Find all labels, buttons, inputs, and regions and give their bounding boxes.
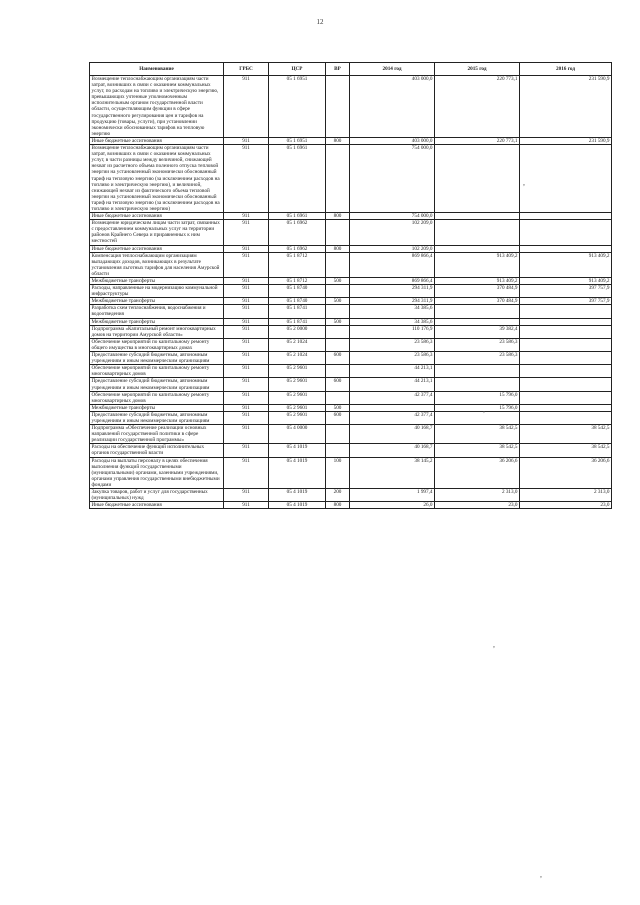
row-2015	[435, 245, 520, 252]
table-row	[90, 245, 612, 252]
row-2016	[520, 318, 612, 325]
row-grbs: 911	[224, 457, 269, 488]
row-csr: 05 2 9601	[269, 411, 326, 424]
scan-mark: ,	[493, 640, 495, 649]
table-row	[90, 391, 612, 404]
table-row	[90, 411, 612, 424]
row-vr	[326, 391, 350, 404]
row-2014	[350, 404, 435, 411]
row-name: Иные бюджетные ассигнования	[90, 245, 224, 252]
row-vr	[326, 325, 350, 338]
row-csr: 05 2 9601	[269, 365, 326, 378]
table-row	[90, 318, 612, 325]
row-grbs: 911	[224, 318, 269, 325]
row-vr: 800	[326, 137, 350, 144]
row-csr: 05 1 8740	[269, 285, 326, 298]
row-csr: 05 4 1019	[269, 444, 326, 457]
row-name: Подпрограмма «Капитальный ремонт многоквартирных домов на территории Амурской области»	[90, 325, 224, 338]
row-2014: 34 385,6	[350, 305, 435, 318]
row-csr: 05 2 1024	[269, 338, 326, 351]
row-2014: 42 377,4	[350, 391, 435, 404]
row-grbs: 911	[224, 245, 269, 252]
row-grbs: 911	[224, 502, 269, 509]
row-2015	[435, 213, 520, 220]
row-name: Возмещение теплоснабжающим организациям части затрат, возникших в связи с оказанием коммунальных услуг, по расходам на топливо и электрическую энергию, превышающих учтенные уполномоченным исполнительным органом государственной власти области, осуществляющим функции в сфере государственного регулирования цен и тарифов на продукцию (товары, услуги), при установлении экономически обоснованных тарифов на тепловую энергию	[90, 76, 224, 138]
row-name: Межбюджетные трансферты	[90, 404, 224, 411]
row-2016	[520, 378, 612, 391]
table-row	[90, 365, 612, 378]
table-header-row	[90, 63, 612, 76]
row-name: Межбюджетные трансферты	[90, 278, 224, 285]
row-vr	[326, 220, 350, 245]
row-2014: 44 213,1	[350, 378, 435, 391]
row-grbs: 911	[224, 444, 269, 457]
row-2015	[435, 378, 520, 391]
row-2014: 34 385,6	[350, 318, 435, 325]
row-grbs: 911	[224, 425, 269, 444]
row-2014: 26,0	[350, 502, 435, 509]
scan-mark: ,	[523, 178, 525, 187]
row-csr: 05 1 8741	[269, 318, 326, 325]
row-csr: 05 1 8741	[269, 305, 326, 318]
row-csr: 05 4 1019	[269, 489, 326, 502]
row-vr: 100	[326, 457, 350, 488]
row-2015: 370 484,9	[435, 285, 520, 298]
row-vr	[326, 285, 350, 298]
row-2014: 403 000,0	[350, 137, 435, 144]
row-2016: 23,0	[520, 502, 612, 509]
row-2016: 913 409,2	[520, 278, 612, 285]
row-2015: 38 542,5	[435, 444, 520, 457]
row-2015: 23 586,3	[435, 352, 520, 365]
row-2014: 754 000,0	[350, 145, 435, 213]
row-2014: 42 377,4	[350, 411, 435, 424]
row-2015: 2 313,0	[435, 489, 520, 502]
row-2016: 38 542,5	[520, 444, 612, 457]
row-2015: 220 773,1	[435, 137, 520, 144]
row-csr: 05 2 9601	[269, 404, 326, 411]
row-grbs: 911	[224, 213, 269, 220]
row-vr: 600	[326, 411, 350, 424]
row-vr: 500	[326, 318, 350, 325]
row-grbs: 911	[224, 145, 269, 213]
table-row	[90, 145, 612, 213]
row-name: Обеспечение мероприятий по капитальному ремонту многоквартирных домов	[90, 391, 224, 404]
row-vr	[326, 338, 350, 351]
row-grbs: 911	[224, 391, 269, 404]
row-grbs: 911	[224, 76, 269, 138]
row-2016	[520, 338, 612, 351]
row-csr: 05 1 8740	[269, 298, 326, 305]
table-row	[90, 220, 612, 245]
table-body	[90, 76, 612, 509]
row-vr	[326, 365, 350, 378]
row-vr: 200	[326, 489, 350, 502]
table-row	[90, 404, 612, 411]
row-2014: 102 209,0	[350, 220, 435, 245]
row-grbs: 911	[224, 378, 269, 391]
row-name: Предоставление субсидий бюджетным, автономным учреждениям и иным некоммерческим организациям	[90, 378, 224, 391]
table-row	[90, 425, 612, 444]
row-2016: 913 409,2	[520, 252, 612, 277]
row-2015: 39 382,4	[435, 325, 520, 338]
row-csr: 05 1 6962	[269, 220, 326, 245]
header-csr: ЦСР	[269, 63, 326, 76]
row-2016	[520, 391, 612, 404]
row-vr: 600	[326, 352, 350, 365]
table-row	[90, 457, 612, 488]
header-vr: ВР	[326, 63, 350, 76]
row-csr: 05 1 6951	[269, 137, 326, 144]
row-grbs: 911	[224, 325, 269, 338]
row-csr: 05 2 9601	[269, 391, 326, 404]
row-name: Предоставление субсидий бюджетным, автономным учреждениям и иным некоммерческим организациям	[90, 352, 224, 365]
table-row	[90, 489, 612, 502]
row-2016: 397 757,9	[520, 285, 612, 298]
row-name: Расходы на обеспечение функций исполнительных органов государственной власти	[90, 444, 224, 457]
row-csr: 05 1 6951	[269, 76, 326, 138]
row-csr: 05 1 6961	[269, 213, 326, 220]
row-2015	[435, 318, 520, 325]
row-vr: 800	[326, 245, 350, 252]
row-grbs: 911	[224, 305, 269, 318]
row-name: Иные бюджетные ассигнования	[90, 137, 224, 144]
row-2014: 403 000,0	[350, 76, 435, 138]
row-2014: 869 866,4	[350, 278, 435, 285]
row-2014: 294 311,9	[350, 285, 435, 298]
row-2016: 231 590,9	[520, 76, 612, 138]
row-name: Закупка товаров, работ и услуг для государственных (муниципальных) нужд	[90, 489, 224, 502]
row-2015: 370 484,9	[435, 298, 520, 305]
table-row	[90, 285, 612, 298]
row-grbs: 911	[224, 285, 269, 298]
row-2015	[435, 411, 520, 424]
row-vr: 800	[326, 502, 350, 509]
row-vr: 500	[326, 404, 350, 411]
row-csr: 05 4 1019	[269, 457, 326, 488]
row-2014: 102 209,0	[350, 245, 435, 252]
header-2015: 2015 год	[435, 63, 520, 76]
table-row	[90, 252, 612, 277]
page-number: 12	[316, 18, 324, 26]
row-2015: 15 796,0	[435, 391, 520, 404]
row-name: Иные бюджетные ассигнования	[90, 502, 224, 509]
row-2015	[435, 305, 520, 318]
table-row	[90, 305, 612, 318]
row-name: Иные бюджетные ассигнования	[90, 213, 224, 220]
header-2014: 2014 год	[350, 63, 435, 76]
row-name: Компенсация теплоснабжающим организациям выпадающих доходов, возникающих в результате установления льготных тарифов для населения Амурской области	[90, 252, 224, 277]
row-2014: 869 866,4	[350, 252, 435, 277]
row-name: Расходы на выплаты персоналу в целях обеспечения выполнения функций государственными (муниципальными) органами, казенными учреждениями, органами управления государственными внебюджетными фондами	[90, 457, 224, 488]
row-2015: 23,0	[435, 502, 520, 509]
row-2014: 40 168,7	[350, 444, 435, 457]
row-2014: 294 311,9	[350, 298, 435, 305]
row-2015	[435, 365, 520, 378]
row-2016	[520, 325, 612, 338]
row-grbs: 911	[224, 338, 269, 351]
row-grbs: 911	[224, 352, 269, 365]
table-row	[90, 278, 612, 285]
header-grbs: ГРБС	[224, 63, 269, 76]
row-name: Расходы, направленные на модернизацию коммунальной инфраструктуры	[90, 285, 224, 298]
table-row	[90, 298, 612, 305]
table-row	[90, 378, 612, 391]
row-2016	[520, 220, 612, 245]
row-csr: 05 2 1024	[269, 352, 326, 365]
table-row	[90, 325, 612, 338]
row-grbs: 911	[224, 411, 269, 424]
row-vr: 500	[326, 298, 350, 305]
row-grbs: 911	[224, 137, 269, 144]
row-name: Подпрограмма «Обеспечение реализации основных направлений государственной политики в сфере реализации государственной программы»	[90, 425, 224, 444]
table-row	[90, 444, 612, 457]
row-2014: 44 213,1	[350, 365, 435, 378]
row-vr: 800	[326, 213, 350, 220]
table-row	[90, 137, 612, 144]
row-grbs: 911	[224, 365, 269, 378]
row-name: Разработка схем теплоснабжения, водоснабжения и водоотведения	[90, 305, 224, 318]
table-row	[90, 338, 612, 351]
row-grbs: 911	[224, 298, 269, 305]
row-2014: 1 997,4	[350, 489, 435, 502]
row-csr: 05 4 1019	[269, 502, 326, 509]
row-grbs: 911	[224, 252, 269, 277]
header-2016: 2016 год	[520, 63, 612, 76]
row-csr: 05 2 0000	[269, 325, 326, 338]
table-row	[90, 76, 612, 138]
row-2016: 231 590,9	[520, 137, 612, 144]
row-name: Обеспечение мероприятий по капитальному ремонту общего имущества в многоквартирных домах	[90, 338, 224, 351]
row-2015: 36 206,6	[435, 457, 520, 488]
row-grbs: 911	[224, 220, 269, 245]
row-vr	[326, 252, 350, 277]
row-2016	[520, 305, 612, 318]
row-2016	[520, 365, 612, 378]
row-2016	[520, 404, 612, 411]
row-2016	[520, 213, 612, 220]
row-2014: 754 000,0	[350, 213, 435, 220]
row-2015	[435, 220, 520, 245]
budget-table	[89, 62, 612, 509]
row-2015: 15 796,0	[435, 404, 520, 411]
row-2016: 38 542,5	[520, 425, 612, 444]
scan-mark: ,	[540, 870, 542, 879]
row-2014: 110 176,9	[350, 325, 435, 338]
row-vr	[326, 305, 350, 318]
row-2016: 2 313,0	[520, 489, 612, 502]
row-2014: 23 586,3	[350, 352, 435, 365]
row-csr: 05 4 0000	[269, 425, 326, 444]
row-2015: 913 409,2	[435, 252, 520, 277]
row-vr	[326, 425, 350, 444]
row-2016: 36 206,6	[520, 457, 612, 488]
row-name: Предоставление субсидий бюджетным, автономным учреждениям и иным некоммерческим организациям	[90, 411, 224, 424]
header-name: Наименование	[90, 63, 224, 76]
row-name: Возмещение юридическим лицам части затрат, связанных с предоставлением коммунальных услуг на территории районов Крайнего Севера и приравненных к ним местностей	[90, 220, 224, 245]
row-2014: 40 168,7	[350, 425, 435, 444]
row-2015	[435, 145, 520, 213]
row-vr	[326, 145, 350, 213]
row-2015: 38 542,5	[435, 425, 520, 444]
row-grbs: 911	[224, 278, 269, 285]
row-2016	[520, 245, 612, 252]
row-2016: 397 757,9	[520, 298, 612, 305]
row-name: Возмещение теплоснабжающим организациям части затрат, возникших в связи с оказанием коммунальных услуг, в части разницы между величиной, снижающей нехват из расчетного объема полезного отпуска тепловой энергии на установленный экономически обоснованный тариф на тепловую энергию (за исключением расходов на топливо и электрическую энергию), и величиной, снижающей нехват из фактического объема тепловой энергии на установленный экономически обоснованный тариф на тепловую энергию (за исключением расходов на топливо и электрическую энергию)	[90, 145, 224, 213]
table-row	[90, 213, 612, 220]
row-name: Обеспечение мероприятий по капитальному ремонту многоквартирных домов	[90, 365, 224, 378]
row-vr	[326, 444, 350, 457]
table-row	[90, 352, 612, 365]
row-2016	[520, 411, 612, 424]
row-2015: 220 773,1	[435, 76, 520, 138]
row-2016	[520, 145, 612, 213]
scan-mark: ,	[483, 405, 485, 414]
row-name: Межбюджетные трансферты	[90, 298, 224, 305]
row-vr	[326, 76, 350, 138]
row-csr: 05 1 6961	[269, 145, 326, 213]
row-2014: 38 145,2	[350, 457, 435, 488]
row-grbs: 911	[224, 489, 269, 502]
row-vr: 500	[326, 278, 350, 285]
row-csr: 05 1 8712	[269, 278, 326, 285]
row-2014: 23 586,3	[350, 338, 435, 351]
row-2016	[520, 352, 612, 365]
row-grbs: 911	[224, 404, 269, 411]
row-2015: 913 409,2	[435, 278, 520, 285]
table-row	[90, 502, 612, 509]
row-csr: 05 1 8712	[269, 252, 326, 277]
row-vr: 600	[326, 378, 350, 391]
row-csr: 05 2 9601	[269, 378, 326, 391]
row-name: Межбюджетные трансферты	[90, 318, 224, 325]
row-2015: 23 586,3	[435, 338, 520, 351]
row-csr: 05 1 6962	[269, 245, 326, 252]
